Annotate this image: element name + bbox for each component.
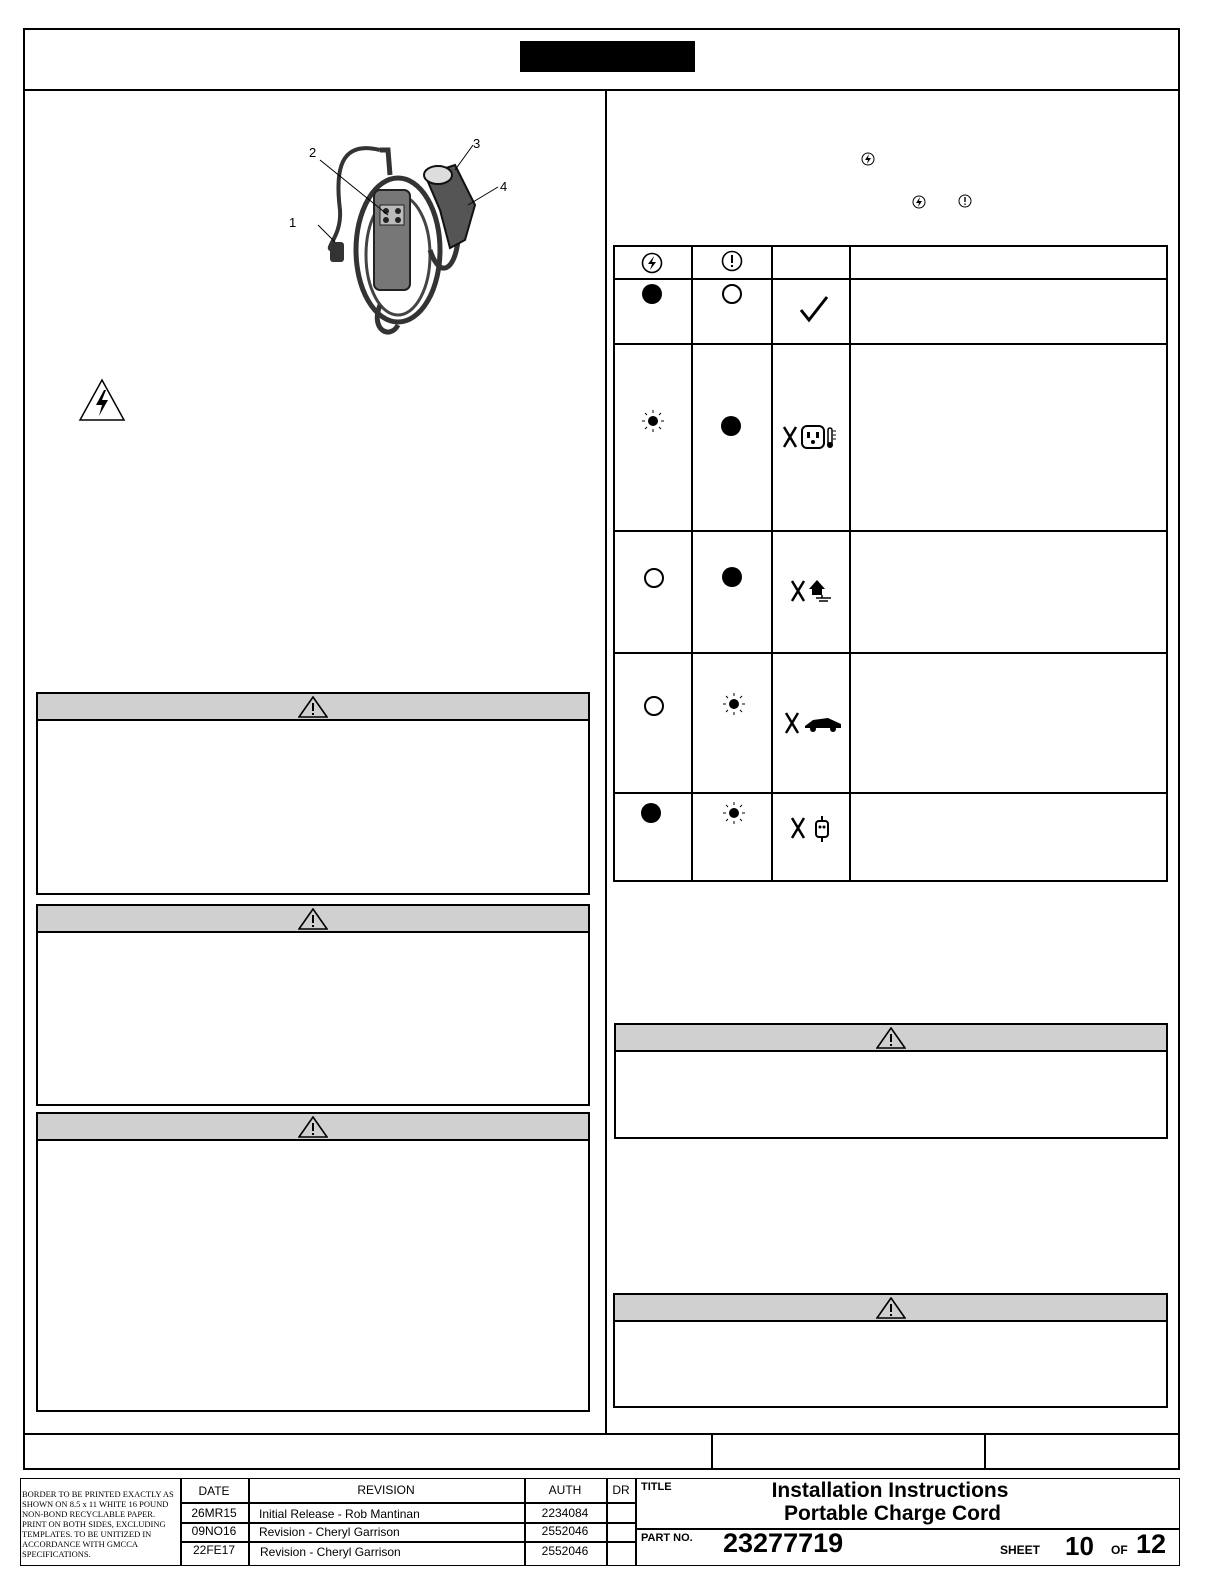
table-row-line-4 xyxy=(613,792,1168,794)
warning-box-4 xyxy=(614,1023,1168,1139)
of-label: OF xyxy=(1111,1543,1128,1557)
fault-led-blinking xyxy=(722,801,746,825)
fault-indicator-icon xyxy=(721,250,743,272)
header-divider xyxy=(23,89,1180,91)
revision-text-1: Initial Release - Rob Mantinan xyxy=(259,1507,420,1521)
charge-cord-illustration xyxy=(280,130,520,345)
fault-indicator-icon xyxy=(958,194,972,208)
title-label: TITLE xyxy=(641,1481,672,1493)
callout-3: 3 xyxy=(473,136,481,151)
border-print-note: BORDER TO BE PRINTED EXACTLY AS SHOWN ON 8.5 x 11 WHITE 16 POUND NON-BOND RECYCLABLE PAPER. PRINT ON BOTH SIDES, EXCLUDING TEMPLATES. TO BE UNITIZED IN ACCORDANCE WITH GMCCA SPECIFICATIONS. xyxy=(22,1489,174,1559)
revision-date-1: 26MR15 xyxy=(191,1506,237,1520)
revision-auth-3: 2552046 xyxy=(541,1544,589,1558)
table-row-line-3 xyxy=(613,652,1168,654)
warning-triangle-icon xyxy=(876,1297,906,1319)
revision-date-2: 09NO16 xyxy=(191,1524,237,1538)
fault-led-on xyxy=(721,416,741,436)
revision-date-3: 22FE17 xyxy=(192,1543,236,1557)
warning-triangle-icon xyxy=(298,908,328,930)
warning-triangle-icon xyxy=(298,696,328,718)
footer-cell-divider-2 xyxy=(984,1433,986,1470)
callout-1: 1 xyxy=(289,215,297,230)
footer-cell-divider-1 xyxy=(711,1433,713,1470)
dr-header: DR xyxy=(612,1483,630,1497)
warning-box-3 xyxy=(36,1112,590,1412)
revision-text-2: Revision - Cheryl Garrison xyxy=(259,1525,400,1539)
table-row-line-1 xyxy=(613,343,1168,345)
status-table xyxy=(613,245,1168,882)
charge-led-blinking xyxy=(641,409,665,433)
warning-box-5 xyxy=(613,1293,1168,1408)
sheet-number: 10 xyxy=(1065,1531,1094,1561)
charge-cord-fault-icon xyxy=(789,815,835,843)
footer-divider xyxy=(23,1433,1180,1435)
warning-triangle-icon xyxy=(876,1027,906,1049)
table-col-line-3 xyxy=(849,245,851,880)
table-row-line-header xyxy=(613,278,1168,280)
tb-row-1 xyxy=(180,1502,635,1504)
charge-led-on xyxy=(642,284,662,304)
document-title-line1: Installation Instructions xyxy=(771,1479,1009,1502)
table-col-line-2 xyxy=(771,245,773,880)
table-col-line-1 xyxy=(691,245,693,880)
total-sheets: 12 xyxy=(1136,1529,1167,1559)
charge-indicator-icon xyxy=(641,252,663,274)
warning-header-5 xyxy=(615,1295,1166,1322)
vehicle-fault-icon xyxy=(783,710,845,736)
tb-row-partno xyxy=(635,1528,1180,1530)
revision-auth-2: 2552046 xyxy=(541,1524,589,1538)
column-divider xyxy=(605,89,607,1434)
document-title-line2: Portable Charge Cord xyxy=(783,1502,1002,1525)
charge-led-off xyxy=(644,696,664,716)
revision-header: REVISION xyxy=(357,1483,415,1497)
warning-box-1 xyxy=(36,692,590,895)
callout-4: 4 xyxy=(500,179,508,194)
table-row-line-2 xyxy=(613,530,1168,532)
charge-indicator-icon xyxy=(861,152,875,166)
warning-box-2 xyxy=(36,904,590,1106)
revision-auth-1: 2234084 xyxy=(541,1506,589,1520)
warning-header-1 xyxy=(38,694,588,721)
warning-triangle-icon xyxy=(298,1116,328,1138)
tb-col-5 xyxy=(635,1478,637,1566)
date-header: DATE xyxy=(198,1484,230,1498)
warning-header-3 xyxy=(38,1114,588,1141)
revision-text-3: Revision - Cheryl Garrison xyxy=(260,1545,401,1559)
warning-header-4 xyxy=(616,1025,1166,1052)
outlet-temperature-fault-icon xyxy=(781,424,851,450)
charge-led-off xyxy=(644,568,664,588)
callout-2: 2 xyxy=(309,145,317,160)
sheet-label: SHEET xyxy=(1000,1543,1041,1557)
electric-shock-icon xyxy=(78,378,126,422)
ground-fault-icon xyxy=(789,578,839,604)
header-redaction-block xyxy=(520,41,695,72)
checkmark-icon xyxy=(799,295,829,323)
charge-indicator-icon xyxy=(912,195,926,209)
fault-led-on xyxy=(722,567,742,587)
tb-row-3 xyxy=(180,1541,635,1543)
part-number: 23277719 xyxy=(723,1528,844,1558)
auth-header: AUTH xyxy=(548,1483,582,1497)
wall-plug xyxy=(330,242,344,262)
part-number-label: PART NO. xyxy=(641,1532,693,1544)
fault-led-off xyxy=(722,284,742,304)
charge-led-on xyxy=(641,803,661,823)
warning-header-2 xyxy=(38,906,588,933)
fault-led-blinking xyxy=(722,692,746,716)
